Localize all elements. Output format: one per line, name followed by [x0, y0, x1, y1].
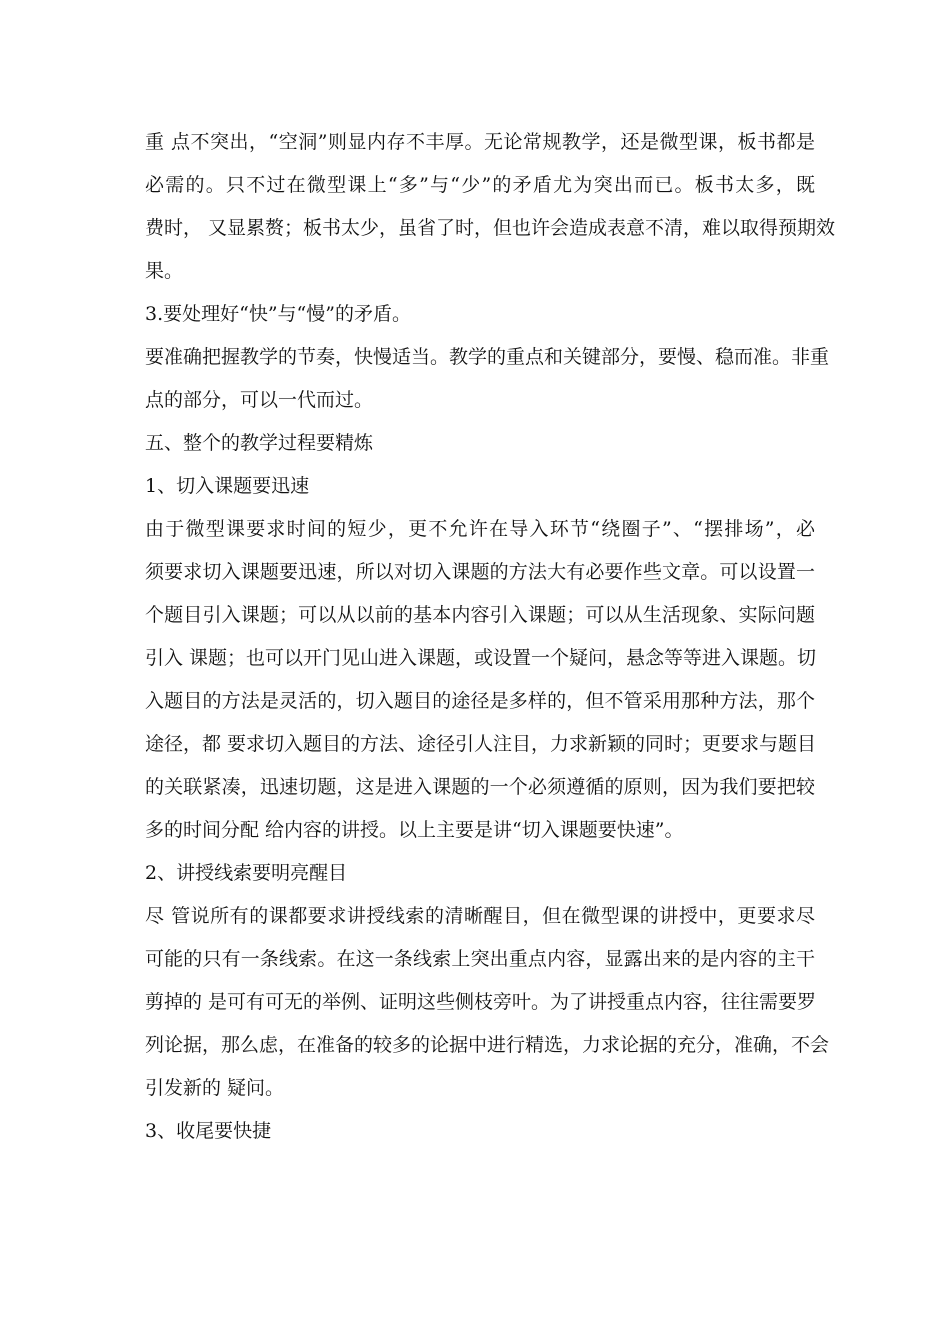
- text-line: 入题目的方法是灵活的，切入题目的途径是多样的，但不管采用那种方法，那个: [145, 690, 815, 712]
- text-line: 由于微型课要求时间的短少，更不允许在导入环节“绕圈子”、“摆排场”，必: [145, 518, 815, 540]
- text-line: 个题目引入课题；可以从以前的基本内容引入课题；可以从生活现象、实际问题: [145, 604, 815, 626]
- text-line: 途径，都 要求切入题目的方法、途径引人注目，力求新颖的同时；更要求与题目: [145, 733, 817, 755]
- section-heading: 3.要处理好“快”与“慢”的矛盾。: [145, 303, 411, 325]
- text-line: 尽 管说所有的课都要求讲授线索的清晰醒目，但在微型课的讲授中，更要求尽: [145, 905, 815, 927]
- text-line: 重 点不突出，“空洞”则显内存不丰厚。无论常规教学，还是微型课，板书都是: [145, 131, 815, 153]
- text-line: 引入 课题；也可以开门见山进入课题，或设置一个疑问，悬念等等进入课题。切: [145, 647, 817, 669]
- text-line: 多的时间分配 给内容的讲授。以上主要是讲“切入课题要快速”。: [145, 819, 684, 841]
- text-line: 可能的只有一条线索。在这一条线索上突出重点内容，显露出来的是内容的主干: [145, 948, 815, 970]
- text-line: 的关联紧凑，迅速切题，这是进入课题的一个必须遵循的原则，因为我们要把较: [145, 776, 815, 798]
- text-line: 列论据，那么虑，在准备的较多的论据中进行精选，力求论据的充分，准确，不会: [145, 1034, 830, 1056]
- text-line: 要准确把握教学的节奏，快慢适当。教学的重点和关键部分，要慢、稳而准。非重: [145, 346, 830, 368]
- subsection-heading: 1、切入课题要迅速: [145, 475, 310, 497]
- text-line: 引发新的 疑问。: [145, 1077, 285, 1099]
- body-text: [145, 121, 836, 1153]
- text-line: 点的部分，可以一代而过。: [145, 389, 374, 411]
- text-line: 必需的。只不过在微型课上“多”与“少”的矛盾尤为突出而已。板书太多，既: [145, 174, 815, 196]
- text-line: 须要求切入课题要迅速，所以对切入课题的方法大有必要作些文章。可以设置一: [145, 561, 815, 583]
- text-line: 果。: [145, 260, 184, 282]
- text-line: 费时， 又显累赘；板书太少，虽省了时，但也许会造成表意不清，难以取得预期效: [145, 217, 836, 239]
- text-line: 剪掉的 是可有可无的举例、证明这些侧枝旁叶。为了讲授重点内容，往往需要罗: [145, 991, 817, 1013]
- subsection-heading: 2、讲授线索要明亮醒目: [145, 862, 348, 884]
- subsection-heading: 3、收尾要快捷: [145, 1120, 272, 1142]
- section-heading: 五、整个的教学过程要精炼: [145, 432, 374, 454]
